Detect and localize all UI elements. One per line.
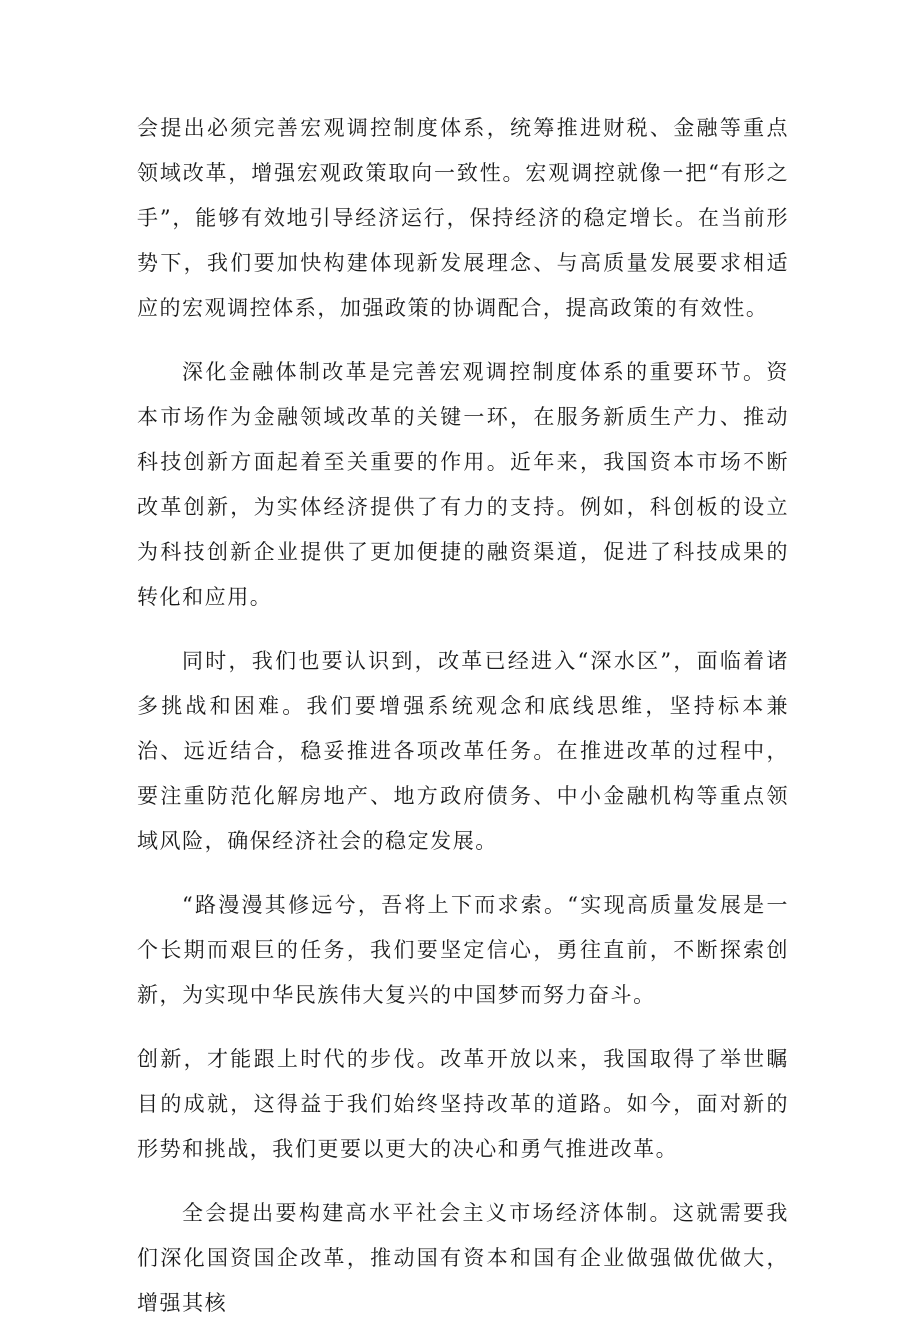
document-body <box>137 106 789 1326</box>
paragraph-3: 同时，我们也要认识到，改革已经进入“深水区”，面临着诸多挑战和困难。我们要增强系统观念和底线思维，坚持标本兼治、远近结合，稳妥推进各项改革任务。在推进改革的过程中，要注重防范化解房地产、地方政府债务、中小金融机构等重点领域风险，确保经济社会的稳定发展。 <box>137 649 789 853</box>
paragraph-4: “路漫漫其修远兮，吾将上下而求索。“实现高质量发展是一个长期而艰巨的任务，我们要坚定信心，勇往直前，不断探索创新，为实现中华民族伟大复兴的中国梦而努力奋斗。 <box>137 893 789 1007</box>
paragraph-1: 会提出必须完善宏观调控制度体系，统筹推进财税、金融等重点领域改革，增强宏观政策取向一致性。宏观调控就像一把“有形之手”，能够有效地引导经济运行，保持经济的稳定增长。在当前形势下，我们要加快构建体现新发展理念、与高质量发展要求相适应的宏观调控体系，加强政策的协调配合，提高政策的有效性。 <box>137 116 789 320</box>
paragraph-6: 全会提出要构建高水平社会主义市场经济体制。这就需要我们深化国资国企改革，推动国有资本和国有企业做强做优做大，增强其核 <box>137 1201 789 1315</box>
paragraph-2: 深化金融体制改革是完善宏观调控制度体系的重要环节。资本市场作为金融领域改革的关键一环，在服务新质生产力、推动科技创新方面起着至关重要的作用。近年来，我国资本市场不断改革创新，为实体经济提供了有力的支持。例如，科创板的设立为科技创新企业提供了更加便捷的融资渠道，促进了科技成果的转化和应用。 <box>137 360 789 609</box>
paragraph-5: 创新，才能跟上时代的步伐。改革开放以来，我国取得了举世瞩目的成就，这得益于我们始终坚持改革的道路。如今，面对新的形势和挑战，我们更要以更大的决心和勇气推进改革。 <box>137 1047 789 1161</box>
